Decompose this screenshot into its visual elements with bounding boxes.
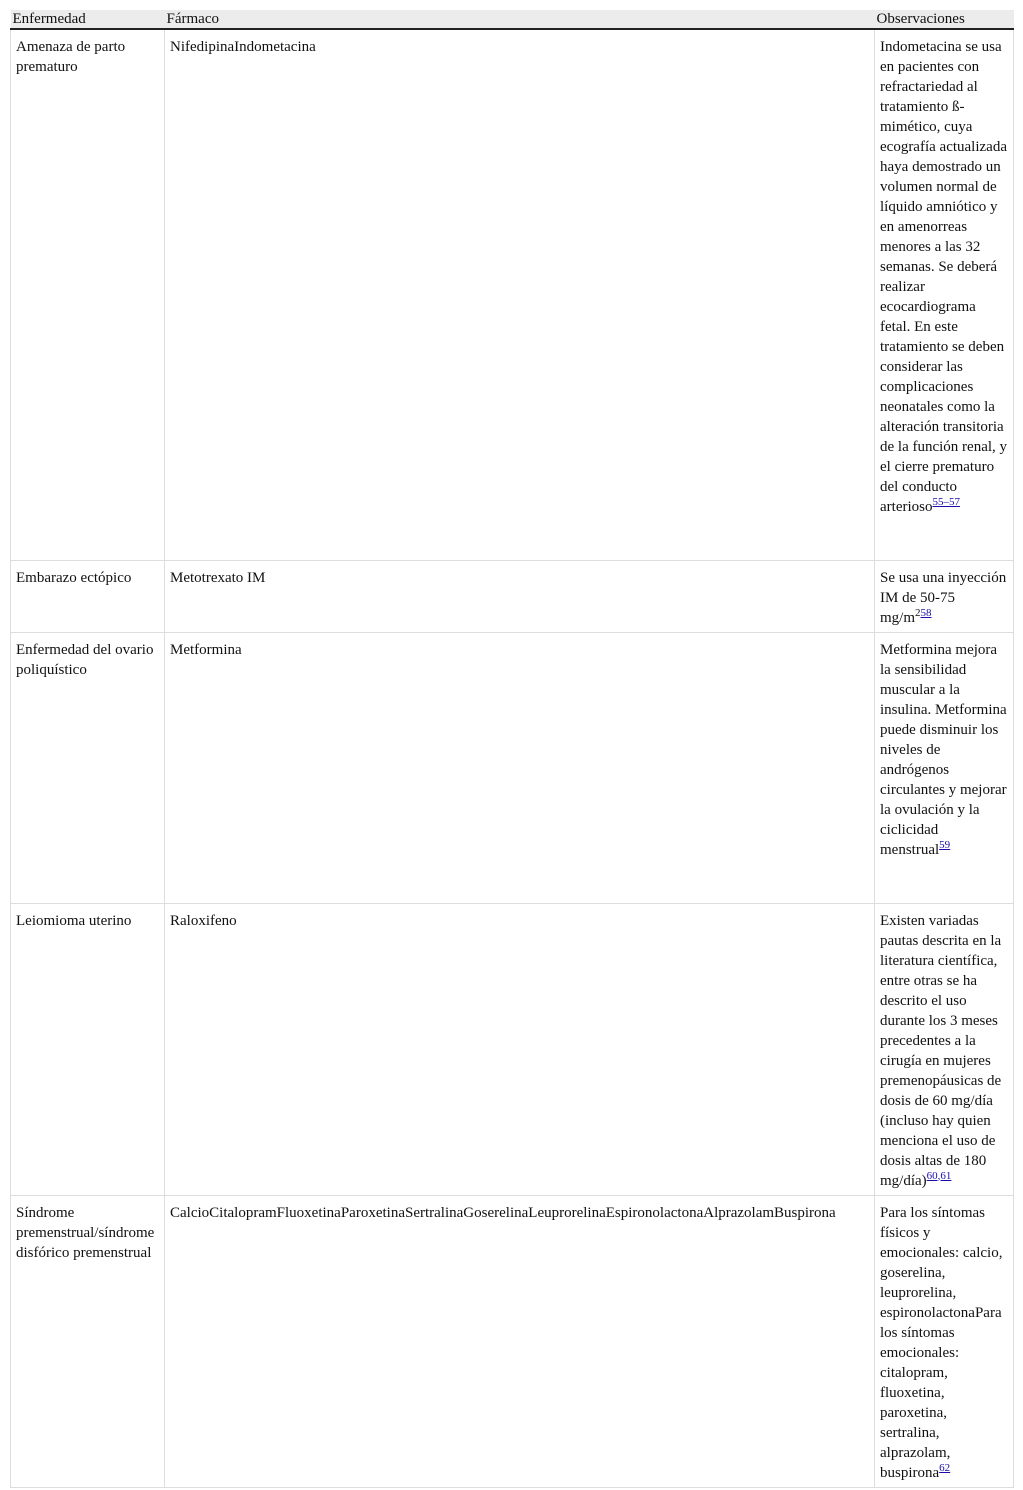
table-body [11, 29, 1014, 1487]
table-row [11, 1195, 1014, 1487]
header-row [11, 10, 1014, 29]
table-row [11, 560, 1014, 632]
notes-text: Existen variadas pautas descrita en la literatura científica, entre otras se ha descrito el uso durante los 3 meses precedentes a la cirugía en mujeres premenopáusicas de dosis de 60 mg/día (incluso hay quien menciona el uso de dosis altas de 180 mg/día) [880, 912, 1002, 1189]
drug-name: Fluoxetina [276, 1204, 341, 1221]
header-disease: Enfermedad [11, 10, 165, 29]
drug-name: Metformina [170, 641, 242, 658]
reference-link[interactable]: 60,61 [926, 1169, 952, 1182]
drug-name: Goserelina [463, 1204, 529, 1221]
drug-table-container [10, 10, 1013, 1488]
reference-link[interactable]: 62 [939, 1461, 951, 1474]
notes-cell [875, 560, 1014, 632]
notes-text: Para los síntomas físicos y emocionales: calcio, goserelina, leuprorelina, espironolactonaPara los síntomas emocionales: citalopram, fluoxetina, paroxetina, sertralina, alprazolam, buspirona [880, 1204, 1003, 1481]
drug-cell [165, 29, 875, 560]
drug-name: Leuprorelina [528, 1204, 606, 1221]
drug-name: Metotrexato IM [170, 569, 266, 586]
reference-link[interactable]: 58 [920, 606, 932, 619]
notes-superscript: 2 [915, 606, 921, 619]
disease-cell: Embarazo ectópico [11, 560, 165, 632]
drug-cell [165, 903, 875, 1195]
drug-name: Citalopram [209, 1204, 277, 1221]
drug-cell [165, 632, 875, 903]
table-row [11, 903, 1014, 1195]
notes-text: Se usa una inyección IM de 50-75 mg/m [880, 569, 1007, 626]
drug-cell [165, 560, 875, 632]
drug-name: Indometacina [234, 39, 316, 55]
drug-name: Raloxifeno [170, 912, 237, 929]
drug-name: Calcio [170, 1204, 210, 1221]
drug-name: Nifedipina [170, 39, 235, 55]
notes-cell [875, 1195, 1014, 1487]
header-notes: Observaciones [875, 10, 1014, 29]
reference-link[interactable]: 59 [939, 838, 951, 851]
drug-name: Espironolactona [605, 1204, 704, 1221]
notes-text: Indometacina se usa en pacientes con refractariedad al tratamiento ß-mimético, cuya ecografía actualizada haya demostrado un volumen normal de líquido amniótico y en amenorreas menores a las 32 semanas. Se deberá realizar ecocardiograma fetal. En este tratamiento se deben considerar las complicaciones neonatales como la alteración transitoria de la función renal, y el cierre prematuro del conducto arterioso [880, 39, 1008, 515]
disease-cell: Síndrome premenstrual/síndrome disfórico premenstrual [11, 1195, 165, 1487]
notes-cell [875, 903, 1014, 1195]
disease-cell: Enfermedad del ovario poliquístico [11, 632, 165, 903]
table-row [11, 29, 1014, 560]
table-row [11, 632, 1014, 903]
notes-cell [875, 29, 1014, 560]
notes-cell [875, 632, 1014, 903]
table-header [11, 10, 1014, 29]
disease-cell: Amenaza de parto prematuro [11, 29, 165, 560]
disease-cell: Leiomioma uterino [11, 903, 165, 1195]
drug-table [10, 10, 1014, 1488]
header-drug: Fármaco [165, 10, 875, 29]
reference-link[interactable]: 55–57 [932, 496, 960, 508]
drug-name: Paroxetina [340, 1204, 405, 1221]
drug-name: Alprazolam [703, 1204, 775, 1221]
drug-cell [165, 1195, 875, 1487]
drug-name: Buspirona [774, 1204, 836, 1221]
notes-text: Metformina mejora la sensibilidad muscular a la insulina. Metformina puede disminuir los niveles de andrógenos circulantes y mejorar la ovulación y la ciclicidad menstrual [880, 641, 1007, 858]
drug-name: Sertralina [404, 1204, 464, 1221]
